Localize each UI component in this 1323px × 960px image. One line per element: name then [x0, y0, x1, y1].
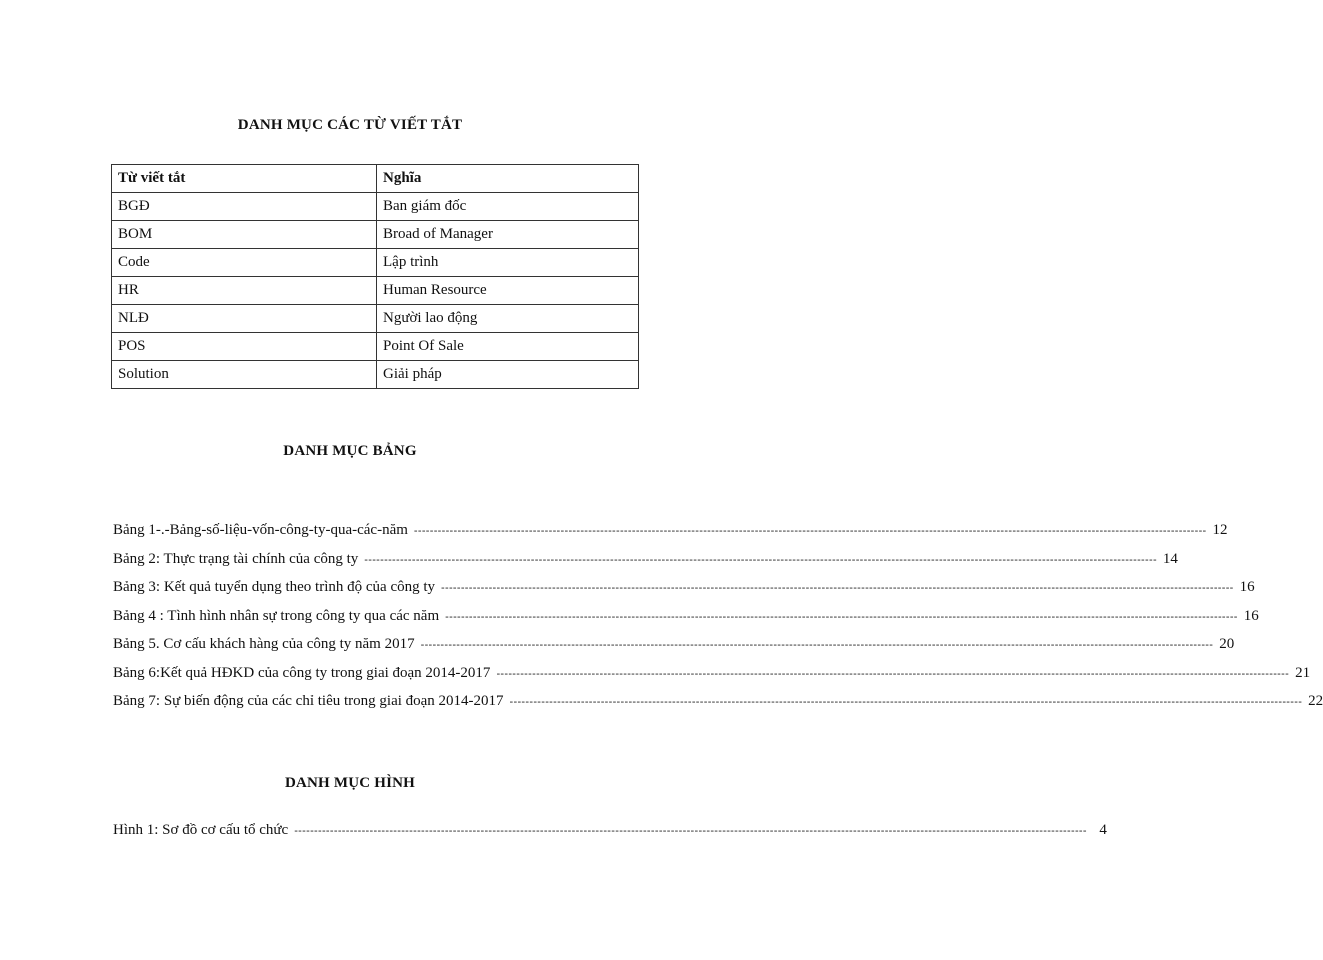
abbreviation-cell: NLĐ: [112, 305, 377, 333]
meaning-cell: Point Of Sale: [377, 333, 639, 361]
meaning-cell: Người lao động: [377, 305, 639, 333]
toc-entry-label: Hình 1: Sơ đồ cơ cấu tổ chức: [113, 822, 289, 838]
meaning-cell: Lập trình: [377, 249, 639, 277]
dot-leader: --------------------------------------------------------------------------------------------------------------------------------------------------------------------------------------------------------: [441, 582, 1234, 594]
toc-entry[interactable]: [113, 579, 1255, 608]
meaning-cell: Broad of Manager: [377, 221, 639, 249]
toc-entry-label: Bảng 3: Kết quả tuyển dụng theo trình độ của công ty: [113, 579, 436, 595]
figures-list-heading: DANH MỤC HÌNH: [284, 775, 416, 791]
header-abbreviation: Từ viết tắt: [112, 165, 377, 193]
table-row: [112, 305, 639, 333]
abbreviation-cell: BOM: [112, 221, 377, 249]
table-row: [112, 361, 639, 389]
toc-entry-label: Bảng 6:Kết quả HĐKD của công ty trong giai đoạn 2014-2017: [113, 664, 491, 681]
tables-list: [113, 522, 1323, 722]
table-row: [112, 277, 639, 305]
abbreviations-heading: DANH MỤC CÁC TỪ VIẾT TẮT: [237, 117, 463, 133]
dot-leader: --------------------------------------------------------------------------------------------------------------------------------------------------------------------------------------------------------: [496, 667, 1290, 680]
figures-list: [113, 822, 1107, 851]
table-row: [112, 221, 639, 249]
dot-leader: --------------------------------------------------------------------------------------------------------------------------------------------------------------------------------------------------------: [420, 639, 1214, 651]
dot-leader: --------------------------------------------------------------------------------------------------------------------------------------------------------------------------------------------------------: [445, 610, 1238, 623]
toc-entry-page: 14: [1162, 550, 1178, 567]
toc-entry[interactable]: [113, 607, 1259, 637]
abbreviations-header-row: [112, 165, 639, 193]
toc-entry-page: 22: [1308, 693, 1323, 709]
table-row: [112, 249, 639, 277]
toc-entry-page: 21: [1295, 664, 1311, 681]
toc-entry-page: 16: [1243, 607, 1259, 624]
abbreviation-cell: Solution: [112, 361, 377, 389]
abbreviation-cell: Code: [112, 249, 377, 277]
toc-entry[interactable]: [113, 664, 1311, 694]
abbreviations-table: [111, 164, 639, 389]
toc-entry-label: Bảng 5. Cơ cấu khách hàng của công ty năm 2017: [113, 636, 415, 652]
header-meaning: Nghĩa: [377, 165, 639, 193]
tables-list-heading: DANH MỤC BẢNG: [283, 443, 417, 459]
toc-entry[interactable]: [113, 822, 1107, 851]
toc-entry-label: Bảng 7: Sự biến động của các chỉ tiêu trong giai đoạn 2014-2017: [113, 693, 504, 709]
toc-entry[interactable]: [113, 522, 1228, 551]
meaning-cell: Human Resource: [377, 277, 639, 305]
abbreviation-cell: BGĐ: [112, 193, 377, 221]
dot-leader: --------------------------------------------------------------------------------------------------------------------------------------------------------------------------------------------------------: [294, 825, 1087, 837]
toc-entry-label: Bảng 4 : Tình hình nhân sự trong công ty qua các năm: [113, 607, 440, 624]
toc-entry-page: 20: [1219, 636, 1235, 652]
abbreviation-cell: POS: [112, 333, 377, 361]
toc-entry-label: Bảng 1-.-Bảng-số-liệu-vốn-công-ty-qua-các-năm: [113, 522, 408, 538]
toc-entry[interactable]: [113, 636, 1235, 665]
dot-leader: --------------------------------------------------------------------------------------------------------------------------------------------------------------------------------------------------------: [364, 553, 1157, 566]
dot-leader: --------------------------------------------------------------------------------------------------------------------------------------------------------------------------------------------------------: [509, 696, 1303, 708]
meaning-cell: Giải pháp: [377, 361, 639, 389]
toc-entry-page: 16: [1239, 579, 1255, 595]
toc-entry[interactable]: [113, 693, 1323, 722]
table-row: [112, 333, 639, 361]
toc-entry[interactable]: [113, 550, 1178, 580]
abbreviation-cell: HR: [112, 277, 377, 305]
toc-entry-page: 12: [1212, 522, 1228, 538]
dot-leader: --------------------------------------------------------------------------------------------------------------------------------------------------------------------------------------------------------: [413, 525, 1207, 537]
toc-entry-page: 4: [1099, 822, 1107, 838]
table-row: [112, 193, 639, 221]
toc-entry-label: Bảng 2: Thực trạng tài chính của công ty: [113, 550, 359, 567]
meaning-cell: Ban giám đốc: [377, 193, 639, 221]
